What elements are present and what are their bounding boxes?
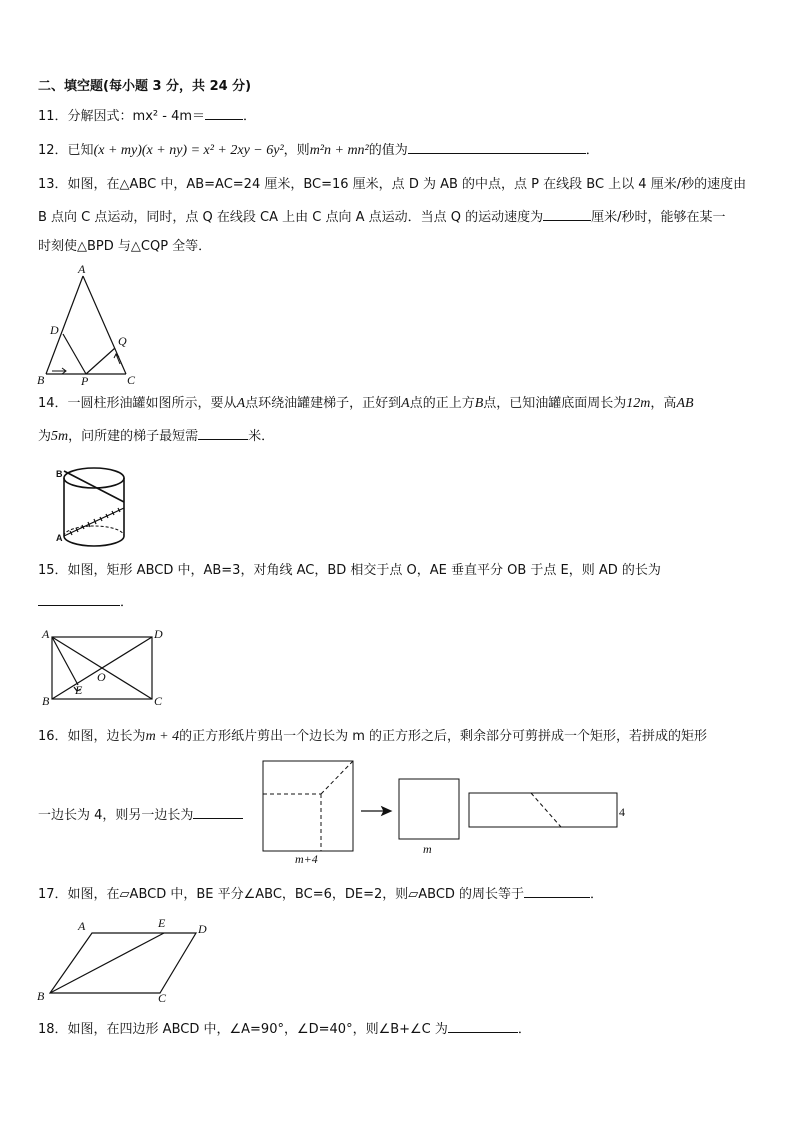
question-text: 如图，边长为: [67, 729, 146, 744]
answer-blank[interactable]: [205, 106, 243, 120]
answer-blank[interactable]: [448, 1019, 518, 1033]
answer-blank[interactable]: [193, 805, 243, 819]
question-text: ，问所建的梯子最短需: [68, 429, 199, 444]
question-14-line-2: [38, 426, 274, 446]
question-text: 已知: [67, 143, 94, 158]
cylinder-figure: [50, 462, 140, 550]
question-text: 点，已知油罐底面周长为: [483, 396, 627, 411]
question-15-line-1: [38, 562, 661, 580]
question-text: 的正方形纸片剪出一个边长为 m 的正方形之后，剩余部分可剪拼成一个矩形，若拼成的矩形: [179, 729, 708, 744]
label-rect-side: 4: [619, 805, 625, 819]
question-text: ，则: [283, 143, 310, 158]
side-length: m + 4: [145, 729, 180, 744]
question-number: 17．: [38, 887, 68, 902]
label-b: B: [37, 989, 45, 1003]
answer-blank[interactable]: [524, 884, 590, 898]
question-text: 点的正上方: [409, 396, 475, 411]
height-value: 5m: [51, 429, 69, 444]
question-text: 分解因式：mx² - 4m＝: [67, 109, 206, 124]
label-b: B: [42, 694, 50, 708]
question-end: ．: [243, 109, 257, 124]
question-text: 的值为: [368, 143, 408, 158]
answer-blank[interactable]: [38, 592, 120, 606]
expression: m²n + mn²: [309, 143, 369, 158]
answer-blank[interactable]: [198, 426, 248, 440]
label-big-side: m+4: [295, 852, 318, 866]
question-end: ．: [517, 1022, 531, 1037]
label-d: D: [198, 922, 207, 936]
answer-blank[interactable]: [408, 140, 586, 154]
question-16-line-1: [38, 728, 707, 746]
label-b: B: [56, 469, 63, 479]
label-d: D: [50, 323, 59, 337]
question-end: ．: [120, 595, 134, 610]
question-13-line-2: [38, 207, 726, 227]
question-11: [38, 106, 256, 126]
label-b: B: [37, 373, 45, 387]
label-d: D: [154, 627, 163, 641]
question-number: 15．: [38, 563, 68, 578]
question-text: B 点向 C 点运动，同时，点 Q 在线段 CA 上由 C 点向 A 点运动．当点 Q 的运动速度为: [38, 210, 544, 225]
question-text: 点环绕油罐建梯子，正好到: [245, 396, 402, 411]
question-16-line-2: [38, 805, 243, 825]
question-text: 如图，在△ABC 中，AB=AC=24 厘米，BC=16 厘米，点 D 为 AB 的中点，点 P 在线段 BC 上以 4 厘米/秒的速度由: [67, 177, 747, 192]
question-text: 为: [38, 429, 52, 444]
label-c: C: [158, 991, 167, 1005]
question-12: [38, 140, 599, 160]
question-number: 16．: [38, 729, 68, 744]
question-number: 12．: [38, 143, 68, 158]
label-c: C: [154, 694, 163, 708]
formula: (x + my)(x + ny) = x² + 2xy − 6y²: [93, 143, 284, 158]
question-18: [38, 1019, 531, 1039]
question-number: 18．: [38, 1022, 68, 1037]
label-a: A: [56, 533, 63, 543]
segment-ab: AB: [676, 396, 694, 411]
answer-blank[interactable]: [543, 207, 591, 221]
question-13-line-1: [38, 176, 746, 194]
question-text: 米．: [248, 429, 275, 444]
question-text: 一边长为 4，则另一边长为: [38, 808, 194, 823]
label-a: A: [78, 262, 86, 276]
label-c: C: [127, 373, 136, 387]
question-text: 时刻使△BPD 与△CQP 全等．: [38, 239, 212, 254]
question-number: 11．: [38, 109, 68, 124]
question-text: 厘米/秒时，能够在某一: [591, 210, 726, 225]
question-17: [38, 884, 603, 904]
question-15-line-2: [38, 592, 133, 612]
parallelogram-figure: [36, 913, 220, 1005]
rectangle-figure: [38, 625, 172, 711]
triangle-figure: [36, 264, 146, 388]
question-text: 如图，在▱ABCD 中，BE 平分∠ABC，BC=6，DE=2，则▱ABCD 的周长等于: [67, 887, 525, 902]
question-text: 一圆柱形油罐如图所示，要从: [67, 396, 237, 411]
section-heading: 二、填空题(每小题 3 分，共 24 分): [38, 79, 252, 94]
point-a: A: [236, 396, 246, 411]
label-a: A: [78, 919, 86, 933]
label-q: Q: [118, 334, 127, 348]
question-14-line-1: [38, 395, 694, 413]
question-end: ．: [585, 143, 599, 158]
question-text: ，高: [650, 396, 677, 411]
label-e: E: [75, 683, 83, 697]
question-13-line-3: [38, 238, 211, 256]
question-number: 14．: [38, 396, 68, 411]
question-number: 13．: [38, 177, 68, 192]
question-end: ．: [590, 887, 604, 902]
point-a: A: [401, 396, 410, 411]
question-text: 如图，矩形 ABCD 中，AB=3，对角线 AC，BD 相交于点 O，AE 垂直平分 OB 于点 E，则 AD 的长为: [67, 563, 661, 578]
question-text: 如图，在四边形 ABCD 中，∠A=90°，∠D=40°，则∠B+∠C 为: [67, 1022, 448, 1037]
label-p: P: [81, 374, 89, 388]
label-small-side: m: [423, 842, 432, 856]
square-cut-figure: [255, 755, 635, 867]
label-a: A: [42, 627, 50, 641]
label-e: E: [158, 916, 166, 930]
circumference-value: 12m: [626, 396, 651, 411]
point-b: B: [474, 396, 484, 411]
label-o: O: [97, 670, 106, 684]
